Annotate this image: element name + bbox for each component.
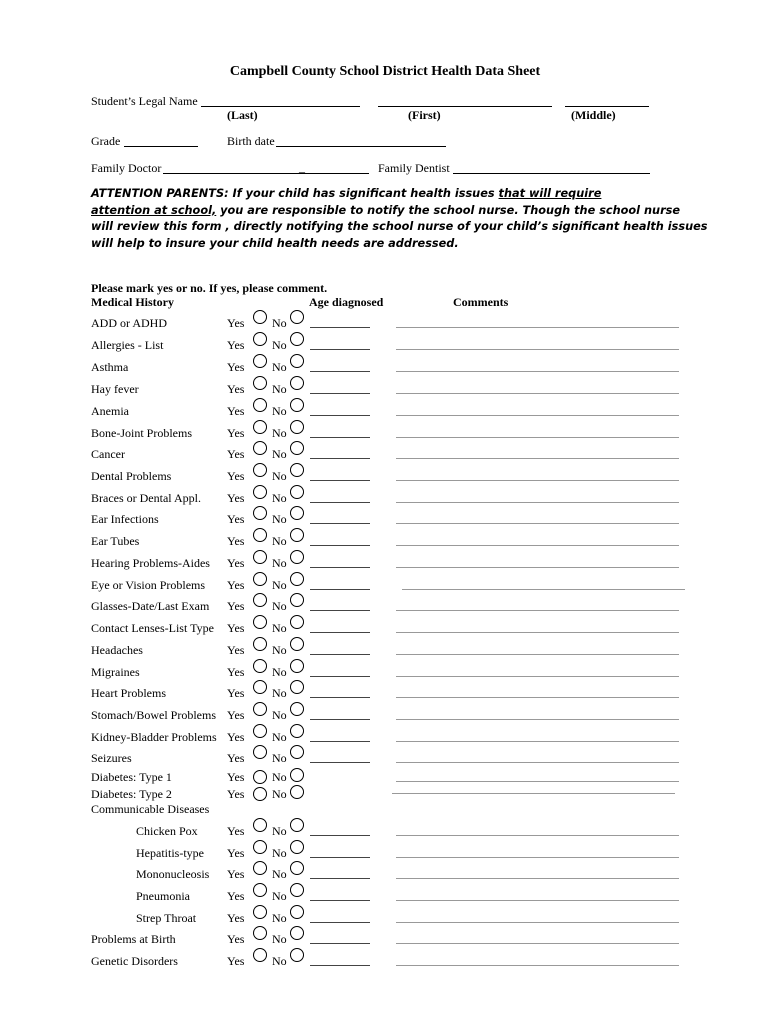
first-label: (First) <box>408 108 441 122</box>
condition-label: Cancer <box>91 447 125 461</box>
comment-field[interactable] <box>396 697 679 698</box>
condition-row <box>0 911 770 929</box>
comment-field[interactable] <box>396 654 679 655</box>
no-label: No <box>272 404 287 418</box>
grade-label: Grade <box>91 134 121 148</box>
condition-row <box>0 621 770 639</box>
condition-label: Eye or Vision Problems <box>91 578 206 592</box>
comment-field[interactable] <box>396 523 679 524</box>
no-radio[interactable] <box>290 905 304 919</box>
condition-row <box>0 751 770 769</box>
comment-field[interactable] <box>402 589 685 590</box>
yes-radio[interactable] <box>253 840 267 854</box>
condition-label: Contact Lenses-List Type <box>91 621 214 635</box>
yes-radio[interactable] <box>253 593 267 607</box>
no-radio[interactable] <box>290 398 304 412</box>
medical-history-header: Medical History <box>91 295 174 309</box>
no-radio[interactable] <box>290 550 304 564</box>
yes-radio[interactable] <box>253 615 267 629</box>
yes-label: Yes <box>227 360 245 374</box>
condition-row <box>0 469 770 487</box>
comment-field[interactable] <box>396 371 679 372</box>
no-radio[interactable] <box>290 420 304 434</box>
no-label: No <box>272 578 287 592</box>
no-label: No <box>272 426 287 440</box>
no-label: No <box>272 316 287 330</box>
condition-row <box>0 316 770 334</box>
comment-field[interactable] <box>396 741 679 742</box>
legal-name-label: Student’s Legal Name <box>91 94 198 108</box>
condition-label: Genetic Disorders <box>91 954 178 968</box>
yes-radio[interactable] <box>253 745 267 759</box>
no-radio[interactable] <box>290 332 304 346</box>
family-doctor-field[interactable] <box>163 173 369 174</box>
condition-row <box>0 867 770 885</box>
no-label: No <box>272 599 287 613</box>
condition-label: Diabetes: Type 1 <box>91 770 172 784</box>
middle-label: (Middle) <box>571 108 616 122</box>
age-diagnosed-field[interactable] <box>310 610 370 611</box>
age-diagnosed-field[interactable] <box>310 523 370 524</box>
no-label: No <box>272 954 287 968</box>
condition-label: Problems at Birth <box>91 932 176 946</box>
age-diagnosed-field[interactable] <box>310 676 370 677</box>
age-diagnosed-field[interactable] <box>310 654 370 655</box>
age-diagnosed-field[interactable] <box>310 857 370 858</box>
comment-field[interactable] <box>396 676 679 677</box>
age-diagnosed-field[interactable] <box>310 437 370 438</box>
attention-notice <box>91 186 751 252</box>
yes-label: Yes <box>227 534 245 548</box>
comment-field[interactable] <box>396 610 679 611</box>
condition-label: Seizures <box>91 751 132 765</box>
yes-label: Yes <box>227 889 245 903</box>
no-label: No <box>272 643 287 657</box>
no-label: No <box>272 911 287 925</box>
age-diagnosed-field[interactable] <box>310 458 370 459</box>
condition-label: Anemia <box>91 404 129 418</box>
no-label: No <box>272 708 287 722</box>
comments-header: Comments <box>453 295 509 309</box>
comment-field[interactable] <box>396 437 679 438</box>
yes-radio[interactable] <box>253 485 267 499</box>
age-diagnosed-field[interactable] <box>310 545 370 546</box>
yes-radio[interactable] <box>253 948 267 962</box>
instructions: Please mark yes or no. If yes, please comment. <box>91 281 328 295</box>
no-label: No <box>272 382 287 396</box>
yes-radio[interactable] <box>253 883 267 897</box>
no-radio[interactable] <box>290 948 304 962</box>
yes-label: Yes <box>227 316 245 330</box>
condition-row <box>0 491 770 509</box>
comment-field[interactable] <box>396 965 679 966</box>
yes-radio[interactable] <box>253 463 267 477</box>
comment-field[interactable] <box>396 415 679 416</box>
middle-name-field[interactable] <box>565 106 649 107</box>
condition-row <box>0 556 770 574</box>
condition-row <box>0 643 770 661</box>
condition-label: Mononucleosis <box>136 867 210 881</box>
yes-label: Yes <box>227 643 245 657</box>
no-radio[interactable] <box>290 724 304 738</box>
comment-field[interactable] <box>396 762 679 763</box>
comment-field[interactable] <box>396 857 679 858</box>
no-label: No <box>272 932 287 946</box>
age-diagnosed-field[interactable] <box>310 415 370 416</box>
yes-label: Yes <box>227 787 245 801</box>
age-diagnosed-field[interactable] <box>310 327 370 328</box>
yes-radio[interactable] <box>253 770 267 784</box>
no-radio[interactable] <box>290 768 304 782</box>
no-radio[interactable] <box>290 593 304 607</box>
yes-radio[interactable] <box>253 398 267 412</box>
attention-line2: you are responsible to notify the school nurse. Though the school nurse <box>216 203 681 217</box>
family-doctor-label: Family Doctor <box>91 161 162 175</box>
yes-label: Yes <box>227 751 245 765</box>
no-radio[interactable] <box>290 702 304 716</box>
grade-field[interactable] <box>124 146 198 147</box>
yes-label: Yes <box>227 730 245 744</box>
yes-label: Yes <box>227 599 245 613</box>
yes-radio[interactable] <box>253 861 267 875</box>
condition-row <box>0 578 770 596</box>
yes-radio[interactable] <box>253 659 267 673</box>
yes-radio[interactable] <box>253 376 267 390</box>
no-label: No <box>272 447 287 461</box>
age-diagnosed-field[interactable] <box>310 697 370 698</box>
age-diagnosed-header: Age diagnosed <box>309 295 384 309</box>
age-diagnosed-field[interactable] <box>310 835 370 836</box>
no-label: No <box>272 360 287 374</box>
no-radio[interactable] <box>290 840 304 854</box>
yes-radio[interactable] <box>253 310 267 324</box>
yes-radio[interactable] <box>253 550 267 564</box>
comment-field[interactable] <box>396 719 679 720</box>
comment-field[interactable] <box>396 545 679 546</box>
age-diagnosed-field[interactable] <box>310 393 370 394</box>
no-label: No <box>272 846 287 860</box>
condition-label: Hay fever <box>91 382 139 396</box>
first-name-field[interactable] <box>378 106 552 107</box>
condition-row <box>0 360 770 378</box>
comment-field[interactable] <box>396 327 679 328</box>
condition-row <box>0 338 770 356</box>
attention-line1: ATTENTION PARENTS: If your child has significant health issues <box>91 187 499 200</box>
condition-row <box>0 534 770 552</box>
yes-label: Yes <box>227 578 245 592</box>
yes-radio[interactable] <box>253 332 267 346</box>
comment-field[interactable] <box>392 793 675 794</box>
no-radio[interactable] <box>290 615 304 629</box>
yes-radio[interactable] <box>253 724 267 738</box>
attention-line1-underlined: that will require <box>498 187 602 200</box>
no-label: No <box>272 730 287 744</box>
no-label: No <box>272 889 287 903</box>
last-label: (Last) <box>227 108 258 122</box>
condition-row <box>0 730 770 748</box>
condition-label: Headaches <box>91 643 143 657</box>
age-diagnosed-field[interactable] <box>310 741 370 742</box>
yes-radio[interactable] <box>253 702 267 716</box>
age-diagnosed-field[interactable] <box>310 567 370 568</box>
yes-label: Yes <box>227 770 245 784</box>
attention-line4: will help to insure your child health needs are addressed. <box>91 236 459 250</box>
age-diagnosed-field[interactable] <box>310 632 370 633</box>
condition-label: Bone-Joint Problems <box>91 426 192 440</box>
yes-radio[interactable] <box>253 787 267 801</box>
no-label: No <box>272 534 287 548</box>
yes-radio[interactable] <box>253 905 267 919</box>
condition-label: Asthma <box>91 360 129 374</box>
family-dentist-field[interactable] <box>453 173 650 174</box>
yes-label: Yes <box>227 867 245 881</box>
condition-label: Heart Problems <box>91 686 166 700</box>
yes-label: Yes <box>227 824 245 838</box>
yes-label: Yes <box>227 686 245 700</box>
condition-row <box>0 599 770 617</box>
no-radio[interactable] <box>290 528 304 542</box>
yes-radio[interactable] <box>253 441 267 455</box>
condition-row <box>0 686 770 704</box>
comment-field[interactable] <box>396 878 679 879</box>
no-radio[interactable] <box>290 680 304 694</box>
age-diagnosed-field[interactable] <box>310 719 370 720</box>
yes-radio[interactable] <box>253 926 267 940</box>
yes-radio[interactable] <box>253 420 267 434</box>
yes-label: Yes <box>227 338 245 352</box>
condition-label: Chicken Pox <box>136 824 198 838</box>
yes-label: Yes <box>227 708 245 722</box>
condition-row <box>0 447 770 465</box>
no-radio[interactable] <box>290 926 304 940</box>
comment-field[interactable] <box>396 458 679 459</box>
age-diagnosed-field[interactable] <box>310 589 370 590</box>
condition-label: ADD or ADHD <box>91 316 167 330</box>
yes-label: Yes <box>227 954 245 968</box>
age-diagnosed-field[interactable] <box>310 762 370 763</box>
no-label: No <box>272 621 287 635</box>
condition-row <box>0 426 770 444</box>
yes-label: Yes <box>227 621 245 635</box>
yes-radio[interactable] <box>253 680 267 694</box>
no-radio[interactable] <box>290 354 304 368</box>
no-radio[interactable] <box>290 785 304 799</box>
yes-label: Yes <box>227 447 245 461</box>
no-radio[interactable] <box>290 659 304 673</box>
condition-row <box>0 770 770 788</box>
condition-row <box>0 382 770 400</box>
comment-field[interactable] <box>396 567 679 568</box>
age-diagnosed-field[interactable] <box>310 480 370 481</box>
condition-label: Hepatitis-type <box>136 846 204 860</box>
yes-label: Yes <box>227 382 245 396</box>
condition-row <box>0 824 770 842</box>
age-diagnosed-field[interactable] <box>310 371 370 372</box>
condition-label: Ear Infections <box>91 512 159 526</box>
no-label: No <box>272 338 287 352</box>
comment-field[interactable] <box>396 632 679 633</box>
condition-label: Strep Throat <box>136 911 197 925</box>
yes-label: Yes <box>227 846 245 860</box>
attention-line3: will review this form , directly notifying the school nurse of your child’s significant health issues <box>91 220 708 233</box>
no-label: No <box>272 512 287 526</box>
comment-field[interactable] <box>396 502 679 503</box>
condition-label: Communicable Diseases <box>91 802 210 816</box>
age-diagnosed-field[interactable] <box>310 349 370 350</box>
condition-label: Glasses-Date/Last Exam <box>91 599 210 613</box>
yes-label: Yes <box>227 665 245 679</box>
attention-line2-underlined: attention at school, <box>91 203 217 217</box>
no-radio[interactable] <box>290 745 304 759</box>
yes-radio[interactable] <box>253 572 267 586</box>
no-radio[interactable] <box>290 883 304 897</box>
no-radio[interactable] <box>290 441 304 455</box>
no-label: No <box>272 469 287 483</box>
condition-label: Allergies - List <box>91 338 164 352</box>
condition-row <box>0 889 770 907</box>
condition-row <box>0 932 770 950</box>
yes-label: Yes <box>227 556 245 570</box>
age-diagnosed-field[interactable] <box>310 900 370 901</box>
no-label: No <box>272 686 287 700</box>
condition-label: Pneumonia <box>136 889 190 903</box>
comment-field[interactable] <box>396 480 679 481</box>
no-radio[interactable] <box>290 463 304 477</box>
no-label: No <box>272 867 287 881</box>
age-diagnosed-field[interactable] <box>310 922 370 923</box>
yes-radio[interactable] <box>253 354 267 368</box>
age-diagnosed-field[interactable] <box>310 943 370 944</box>
last-name-field[interactable] <box>201 106 360 107</box>
yes-radio[interactable] <box>253 528 267 542</box>
no-label: No <box>272 491 287 505</box>
no-radio[interactable] <box>290 376 304 390</box>
age-diagnosed-field[interactable] <box>310 502 370 503</box>
comment-field[interactable] <box>396 393 679 394</box>
no-label: No <box>272 556 287 570</box>
condition-row <box>0 512 770 530</box>
condition-label: Ear Tubes <box>91 534 140 548</box>
comment-field[interactable] <box>396 922 679 923</box>
condition-label: Hearing Problems-Aides <box>91 556 210 570</box>
condition-label: Diabetes: Type 2 <box>91 787 172 801</box>
doctor-field-mark: _ <box>299 160 305 174</box>
comment-field[interactable] <box>396 900 679 901</box>
form-title: Campbell County School District Health Data Sheet <box>229 64 541 79</box>
no-radio[interactable] <box>290 485 304 499</box>
birth-date-field[interactable] <box>276 146 446 147</box>
condition-label: Kidney-Bladder Problems <box>91 730 217 744</box>
condition-row <box>0 954 770 972</box>
comment-field[interactable] <box>396 835 679 836</box>
comment-field[interactable] <box>396 349 679 350</box>
condition-row <box>0 802 770 820</box>
condition-row <box>0 708 770 726</box>
family-dentist-label: Family Dentist <box>378 161 450 175</box>
yes-radio[interactable] <box>253 506 267 520</box>
no-label: No <box>272 751 287 765</box>
no-label: No <box>272 665 287 679</box>
condition-row <box>0 665 770 683</box>
no-radio[interactable] <box>290 637 304 651</box>
yes-radio[interactable] <box>253 637 267 651</box>
condition-row <box>0 846 770 864</box>
yes-label: Yes <box>227 932 245 946</box>
no-radio[interactable] <box>290 861 304 875</box>
comment-field[interactable] <box>396 781 679 782</box>
no-radio[interactable] <box>290 572 304 586</box>
comment-field[interactable] <box>396 943 679 944</box>
no-radio[interactable] <box>290 818 304 832</box>
age-diagnosed-field[interactable] <box>310 965 370 966</box>
no-radio[interactable] <box>290 506 304 520</box>
age-diagnosed-field[interactable] <box>310 878 370 879</box>
yes-label: Yes <box>227 491 245 505</box>
condition-label: Stomach/Bowel Problems <box>91 708 216 722</box>
no-label: No <box>272 770 287 784</box>
condition-row <box>0 404 770 422</box>
condition-label: Migraines <box>91 665 140 679</box>
condition-label: Dental Problems <box>91 469 172 483</box>
no-label: No <box>272 824 287 838</box>
birth-date-label: Birth date <box>227 134 275 148</box>
yes-label: Yes <box>227 512 245 526</box>
yes-label: Yes <box>227 469 245 483</box>
no-radio[interactable] <box>290 310 304 324</box>
condition-label: Braces or Dental Appl. <box>91 491 201 505</box>
yes-label: Yes <box>227 426 245 440</box>
no-label: No <box>272 787 287 801</box>
yes-radio[interactable] <box>253 818 267 832</box>
yes-label: Yes <box>227 911 245 925</box>
yes-label: Yes <box>227 404 245 418</box>
